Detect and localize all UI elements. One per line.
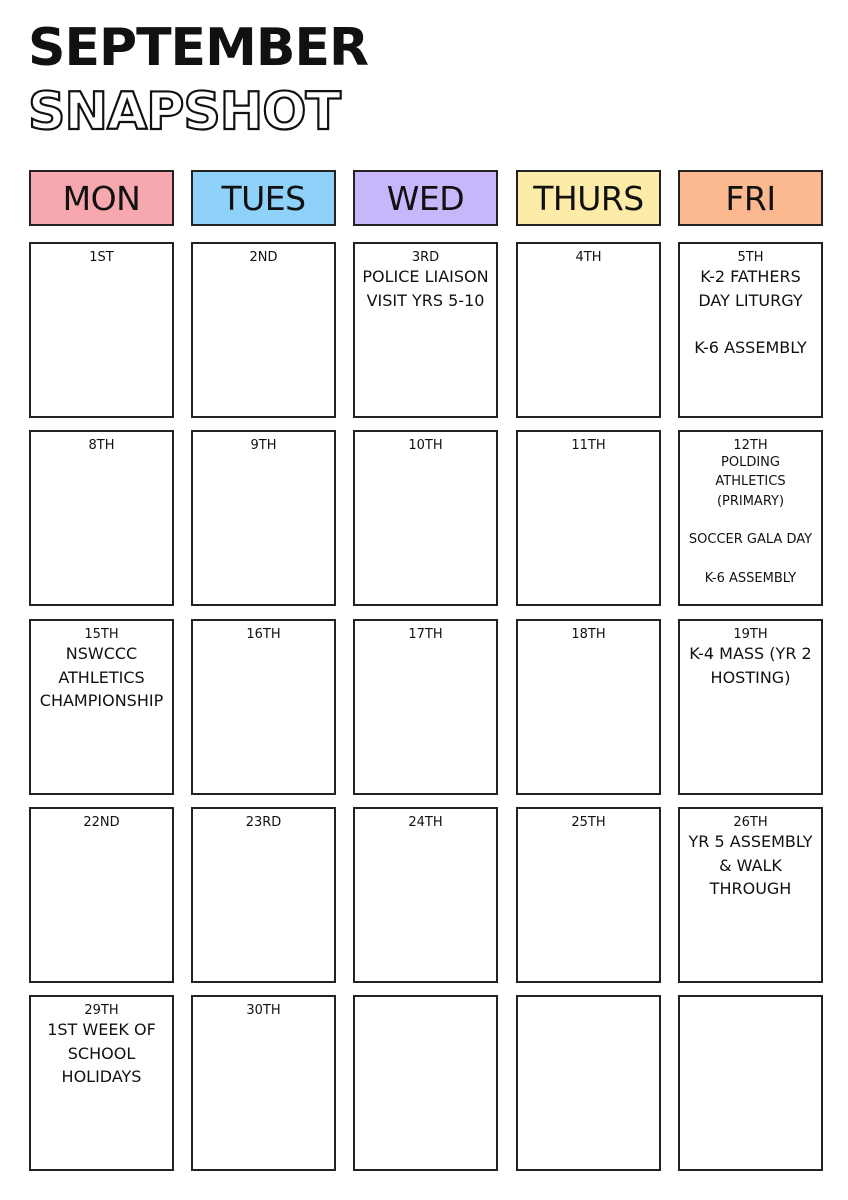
day-number: 8TH bbox=[88, 438, 115, 453]
day-cell bbox=[678, 807, 823, 983]
day-cell bbox=[29, 430, 174, 606]
day-number: 25TH bbox=[571, 815, 606, 830]
weekday-header-fri: FRI bbox=[678, 170, 823, 226]
day-cell bbox=[353, 619, 498, 795]
day-cell bbox=[191, 995, 336, 1171]
day-number: 12TH bbox=[733, 438, 768, 453]
day-number: 3RD bbox=[411, 250, 440, 265]
event-text: POLDING ATHLETICS (PRIMARY) SOCCER GALA DAY K-6 ASSEMBLY bbox=[688, 455, 813, 586]
day-cell bbox=[29, 242, 174, 418]
day-cell bbox=[191, 242, 336, 418]
day-cell bbox=[29, 807, 174, 983]
day-number: 17TH bbox=[408, 627, 443, 642]
event-text: K-4 MASS (YR 2 HOSTING) bbox=[689, 644, 812, 687]
day-number: 18TH bbox=[571, 627, 606, 642]
day-number: 29TH bbox=[84, 1003, 119, 1018]
day-cell bbox=[516, 619, 661, 795]
day-cell bbox=[353, 807, 498, 983]
event-text: POLICE LIAISON VISIT YRS 5-10 bbox=[362, 267, 489, 310]
weekday-header-wed: WED bbox=[353, 170, 498, 226]
day-cell bbox=[678, 619, 823, 795]
day-number: 15TH bbox=[84, 627, 119, 642]
day-cell bbox=[191, 430, 336, 606]
day-number: 4TH bbox=[575, 250, 602, 265]
weekday-header-thurs: THURS bbox=[516, 170, 661, 226]
day-cell bbox=[516, 995, 661, 1171]
day-cell bbox=[191, 619, 336, 795]
page-title: SEPTEMBER bbox=[28, 18, 369, 78]
day-number: 10TH bbox=[408, 438, 443, 453]
page-subtitle: SNAPSHOT bbox=[28, 82, 340, 142]
day-number: 24TH bbox=[408, 815, 443, 830]
day-number: 23RD bbox=[245, 815, 282, 830]
day-cell bbox=[353, 242, 498, 418]
day-number: 5TH bbox=[737, 250, 764, 265]
day-cell bbox=[353, 430, 498, 606]
day-cell bbox=[29, 995, 174, 1171]
day-cell bbox=[516, 430, 661, 606]
day-cell bbox=[191, 807, 336, 983]
day-number: 11TH bbox=[571, 438, 606, 453]
day-number: 1ST bbox=[89, 250, 114, 265]
day-cell bbox=[29, 619, 174, 795]
weekday-header-mon: MON bbox=[29, 170, 174, 226]
day-cell bbox=[516, 242, 661, 418]
day-cell bbox=[353, 995, 498, 1171]
day-cell bbox=[678, 995, 823, 1171]
day-number: 26TH bbox=[733, 815, 768, 830]
day-cell bbox=[678, 242, 823, 418]
day-number: 22ND bbox=[83, 815, 120, 830]
day-cell bbox=[516, 807, 661, 983]
day-cell bbox=[678, 430, 823, 606]
event-text: YR 5 ASSEMBLY & WALK THROUGH bbox=[688, 832, 813, 898]
day-number: 19TH bbox=[733, 627, 768, 642]
event-text: NSWCCC ATHLETICS CHAMPIONSHIP bbox=[39, 644, 164, 710]
day-number: 9TH bbox=[250, 438, 277, 453]
weekday-header-tues: TUES bbox=[191, 170, 336, 226]
day-number: 30TH bbox=[246, 1003, 281, 1018]
day-number: 2ND bbox=[249, 250, 278, 265]
event-text: 1ST WEEK OF SCHOOL HOLIDAYS bbox=[47, 1020, 156, 1086]
day-number: 16TH bbox=[246, 627, 281, 642]
event-text: K-2 FATHERS DAY LITURGY K-6 ASSEMBLY bbox=[694, 267, 807, 357]
